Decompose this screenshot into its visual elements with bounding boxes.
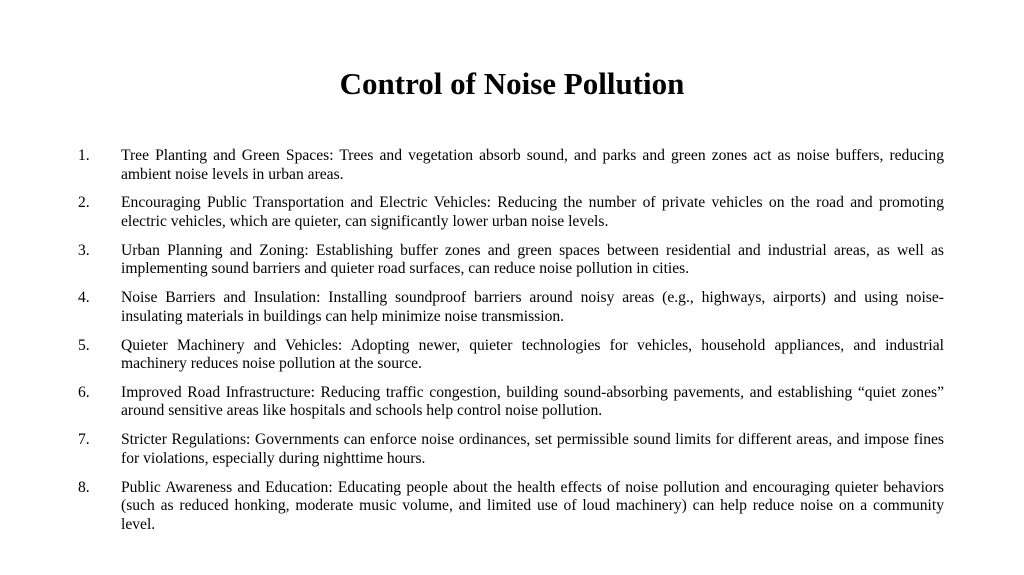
list-item-number: 5. <box>78 336 90 354</box>
list-item-number: 3. <box>78 241 90 259</box>
control-measures-list <box>78 147 944 545</box>
slide-title: Control of Noise Pollution <box>339 66 685 101</box>
list-item-text: Improved Road Infrastructure: Reducing traffic congestion, building sound-absorbing pavements, and establishing “quiet zones” around sensitive areas like hospitals and schools help control noise pollution. <box>121 383 944 420</box>
list-item-number: 4. <box>78 289 90 307</box>
list-item-text: Tree Planting and Green Spaces: Trees and vegetation absorb sound, and parks and green zones act as noise buffers, reducing ambient noise levels in urban areas. <box>121 147 944 183</box>
list-item-number: 7. <box>78 431 90 449</box>
list-item <box>78 242 944 279</box>
list-item-number: 6. <box>78 383 90 401</box>
list-item-text: Encouraging Public Transportation and Electric Vehicles: Reducing the number of private vehicles on the road and promoting electric vehicles, which are quieter, can significantly lower urban noise levels. <box>121 194 944 230</box>
list-item-text: Quieter Machinery and Vehicles: Adopting newer, quieter technologies for vehicles, household appliances, and industrial machinery reduces noise pollution at the source. <box>121 336 944 373</box>
list-item <box>78 479 944 535</box>
list-item <box>78 431 944 468</box>
list-item-number: 2. <box>78 194 90 212</box>
list-item <box>78 147 944 184</box>
list-item <box>78 289 944 326</box>
list-item <box>78 194 944 231</box>
list-item-number: 1. <box>78 147 90 164</box>
list-item-text: Urban Planning and Zoning: Establishing buffer zones and green spaces between residential and industrial areas, as well as implementing sound barriers and quieter road surfaces, can reduce noise pollution in cities. <box>121 241 944 278</box>
list-item <box>78 337 944 374</box>
list-item-text: Noise Barriers and Insulation: Installing soundproof barriers around noisy areas (e.g., highways, airports) and using noise-insulating materials in buildings can help minimize noise transmission. <box>121 289 944 325</box>
list-item-number: 8. <box>78 478 90 496</box>
list-item-text: Stricter Regulations: Governments can enforce noise ordinances, set permissible sound limits for different areas, and impose fines for violations, especially during nighttime hours. <box>121 431 944 467</box>
list-item-text: Public Awareness and Education: Educating people about the health effects of noise pollution and encouraging quieter behaviors (such as reduced honking, moderate music volume, and limited use of loud machinery) can help reduce noise on a community level. <box>121 478 944 533</box>
list-item <box>78 384 944 421</box>
